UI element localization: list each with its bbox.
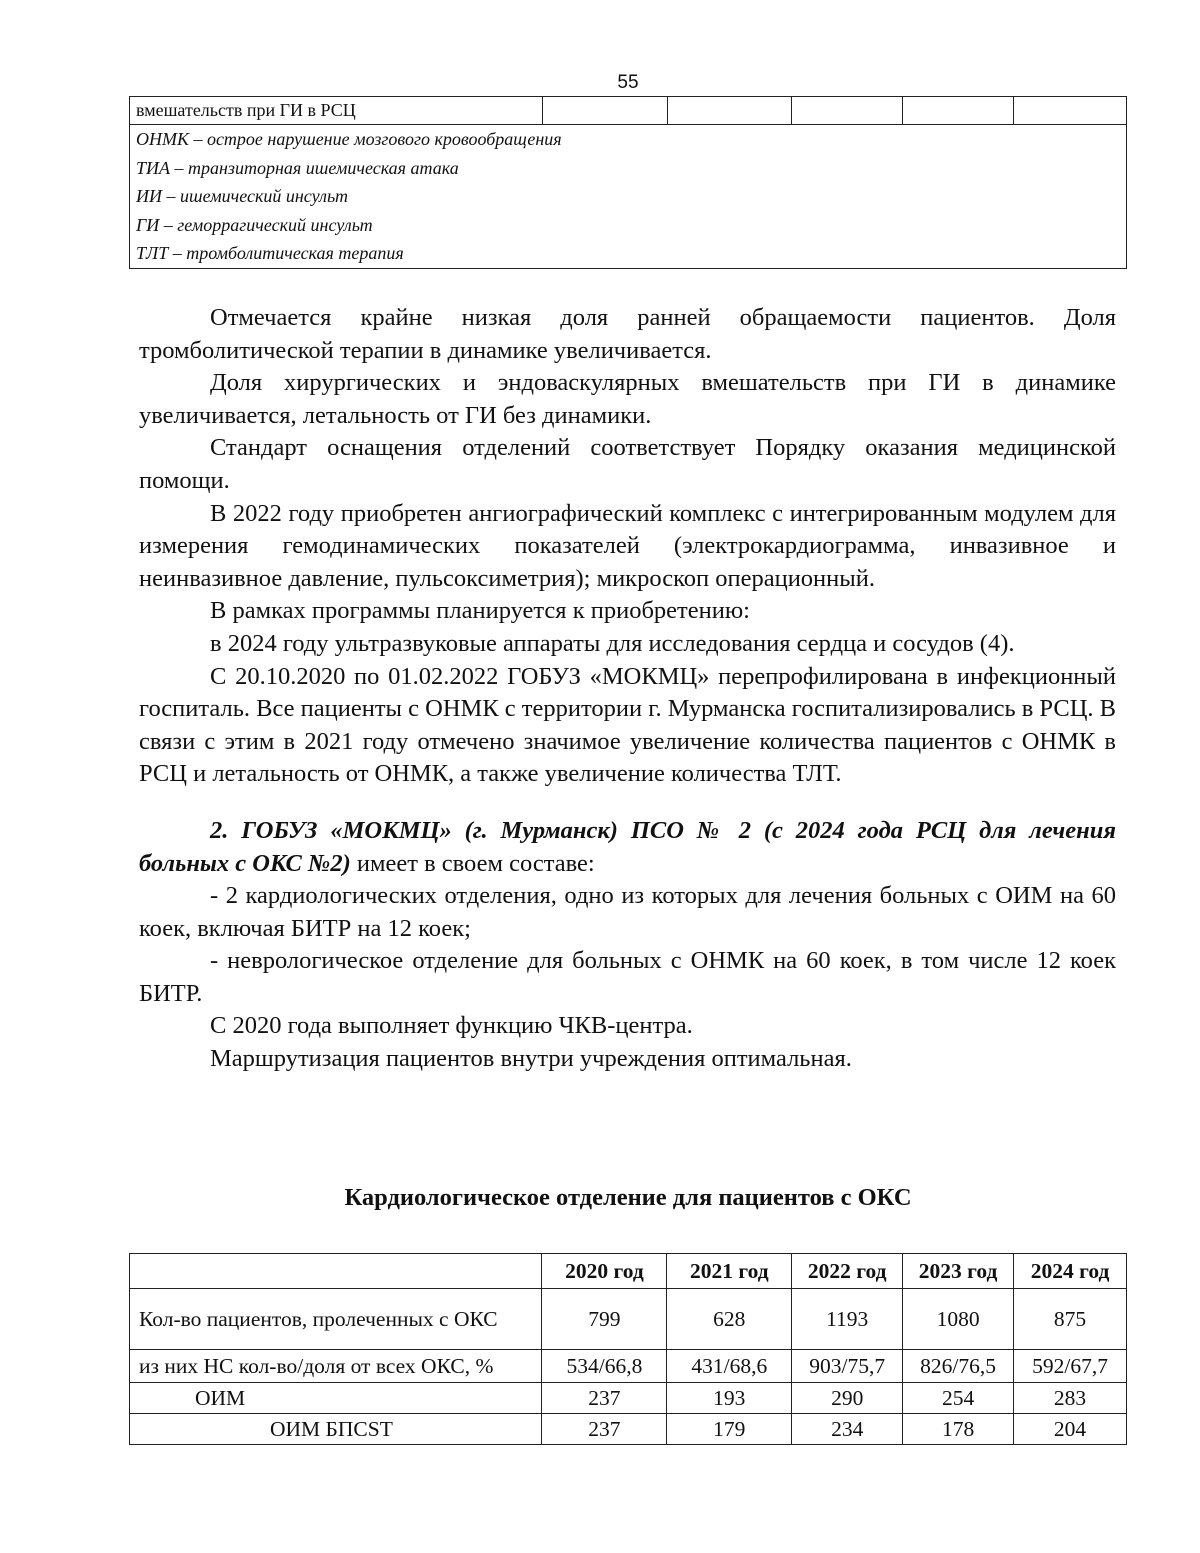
paragraph: Маршрутизация пациентов внутри учреждения оптимальная. bbox=[210, 1045, 852, 1073]
table-cell: 826/76,5 bbox=[903, 1350, 1014, 1383]
column-header: 2024 год bbox=[1014, 1254, 1127, 1289]
table-cell: 237 bbox=[542, 1383, 667, 1414]
paragraph: в 2024 году ультразвуковые аппараты для исследования сердца и сосудов (4). bbox=[210, 629, 1015, 657]
table-cell: 193 bbox=[667, 1383, 792, 1414]
legend-item: ТИА – транзиторная ишемическая атака bbox=[136, 157, 459, 178]
table-row bbox=[130, 1383, 1127, 1414]
list-item: - 2 кардиологических отделения, одно из которых для лечения больных с ОИМ на 60 коек, включая БИТР на 12 коек; bbox=[139, 882, 1116, 942]
legend-item: ГИ – геморрагический инсульт bbox=[136, 214, 373, 235]
table-cell: 237 bbox=[542, 1414, 667, 1445]
legend-row bbox=[130, 125, 1127, 269]
table-header-row bbox=[130, 1254, 1127, 1289]
paragraph: В рамках программы планируется к приобретению: bbox=[210, 597, 750, 625]
column-header bbox=[130, 1254, 542, 1289]
legend-item: ОНМК – острое нарушение мозгового кровообращения bbox=[136, 129, 562, 149]
table-cell bbox=[903, 97, 1014, 125]
table-title: Кардиологическое отделение для пациентов с ОКС bbox=[344, 1184, 912, 1211]
row-label: вмешательств при ГИ в РСЦ bbox=[130, 97, 543, 125]
page-number: 55 bbox=[617, 72, 639, 93]
cardiology-ocs-table bbox=[129, 1253, 1127, 1445]
table-cell: 1080 bbox=[903, 1289, 1014, 1350]
paragraph: Отмечается крайне низкая доля ранней обращаемости пациентов. Доля тромболитической терапии в динамике увеличивается. bbox=[139, 304, 1116, 364]
column-header: 2021 год bbox=[667, 1254, 792, 1289]
column-header: 2020 год bbox=[542, 1254, 667, 1289]
column-header: 2022 год bbox=[792, 1254, 903, 1289]
document-body bbox=[139, 302, 1116, 1076]
table-cell: 234 bbox=[792, 1414, 903, 1445]
paragraph: Доля хирургических и эндоваскулярных вмешательств при ГИ в динамике увеличивается, летальность от ГИ без динамики. bbox=[139, 369, 1116, 429]
paragraph: В 2022 году приобретен ангиографический комплекс с интегрированным модулем для измерения гемодинамических показателей (электрокардиограмма, инвазивное и неинвазивное давление, пульсоксиметрия); микроскоп операционный. bbox=[139, 499, 1116, 592]
table-cell: 204 bbox=[1014, 1414, 1127, 1445]
row-label: ОИМ БПСST bbox=[130, 1414, 542, 1445]
section-heading-rest: имеет в своем составе: bbox=[350, 849, 595, 877]
table-cell: 799 bbox=[542, 1289, 667, 1350]
row-label: ОИМ bbox=[130, 1383, 542, 1414]
table-cell: 592/67,7 bbox=[1014, 1350, 1127, 1383]
table-cell: 283 bbox=[1014, 1383, 1127, 1414]
paragraph: С 20.10.2020 по 01.02.2022 ГОБУЗ «МОКМЦ» перепрофилирована в инфекционный госпиталь. Все пациенты с ОНМК с территории г. Мурманска госпитализировались в РСЦ. В связи с этим в 2021 году отмечено значимое увеличение количества пациентов с ОНМК в РСЦ и летальность от ОНМК, а также увеличение количества ТЛТ. bbox=[139, 662, 1116, 788]
row-label: Кол-во пациентов, пролеченных с ОКС bbox=[130, 1289, 542, 1350]
table-cell: 431/68,6 bbox=[667, 1350, 792, 1383]
table-cell: 179 bbox=[667, 1414, 792, 1445]
table-cell bbox=[792, 97, 903, 125]
table-cell bbox=[542, 97, 667, 125]
table-cell: 628 bbox=[667, 1289, 792, 1350]
table-cell bbox=[1014, 97, 1127, 125]
legend-item: ТЛТ – тромболитическая терапия bbox=[136, 243, 404, 263]
paragraph: С 2020 года выполняет функцию ЧКВ-центра. bbox=[210, 1012, 693, 1040]
list-item: - неврологическое отделение для больных с ОНМК на 60 коек, в том числе 12 коек БИТР. bbox=[139, 947, 1116, 1007]
paragraph: Стандарт оснащения отделений соответствует Порядку оказания медицинской помощи. bbox=[139, 434, 1116, 494]
table-row bbox=[130, 1289, 1127, 1350]
table-cell: 1193 bbox=[792, 1289, 903, 1350]
table-cell: 903/75,7 bbox=[792, 1350, 903, 1383]
table-cell: 875 bbox=[1014, 1289, 1127, 1350]
table-cell: 254 bbox=[903, 1383, 1014, 1414]
abbreviation-legend bbox=[130, 125, 1127, 269]
stroke-stats-table-continuation bbox=[129, 96, 1127, 269]
legend-item: ИИ – ишемический инсульт bbox=[136, 186, 348, 206]
table-cell bbox=[667, 97, 792, 125]
table-cell: 534/66,8 bbox=[542, 1350, 667, 1383]
table-row bbox=[130, 1414, 1127, 1445]
section-heading-title: 2. ГОБУЗ «МОКМЦ» (г. Мурманск) ПСО № 2 (с 2024 года РСЦ для лечения больных с ОКС №2) bbox=[139, 816, 1116, 877]
table-row bbox=[130, 1350, 1127, 1383]
section-heading bbox=[139, 815, 1116, 880]
column-header: 2023 год bbox=[903, 1254, 1014, 1289]
row-label: из них НС кол-во/доля от всех ОКС, % bbox=[130, 1350, 542, 1383]
table-cell: 290 bbox=[792, 1383, 903, 1414]
table-cell: 178 bbox=[903, 1414, 1014, 1445]
table-row bbox=[130, 97, 1127, 125]
